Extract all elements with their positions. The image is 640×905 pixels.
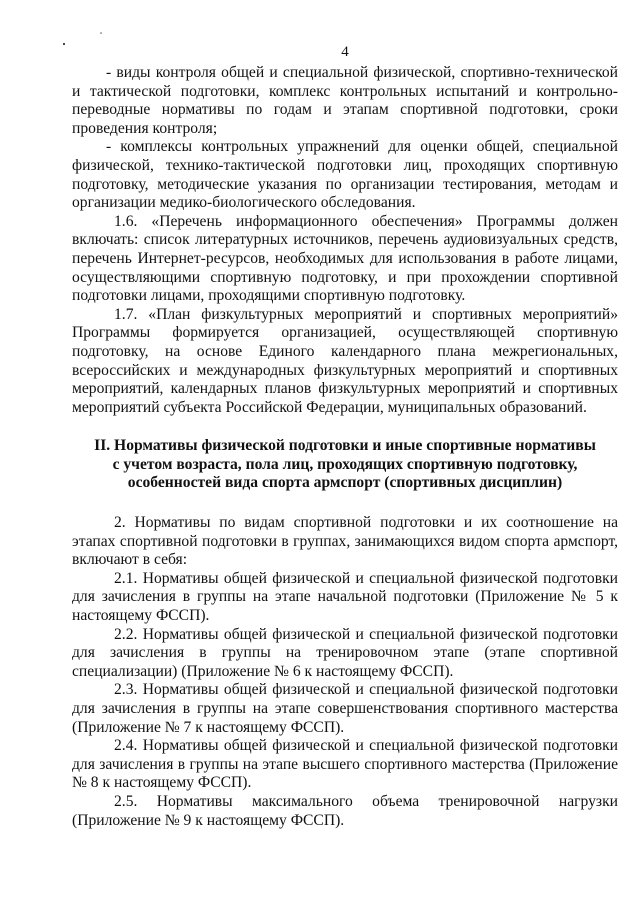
paragraph-2-2: 2.2. Нормативы общей физической и специальной физической подготовки для зачисления в группы на тренировочном этапе (этапе спортивной специализации) (Приложение № 6 к настоящему ФССП). (72, 625, 618, 680)
paragraph-2: 2. Нормативы по видам спортивной подготовки и их соотношение на этапах спортивной подготовки в группах, занимающихся видом спорта армспорт, включают в себя: (72, 514, 618, 569)
paragraph-control-types: - виды контроля общей и специальной физической, спортивно-технической и тактической подготовки, комплекс контрольных испытаний и контрольно-переводные нормативы по годам и этапам спортивной подготовки, сроки проведения контроля; (72, 64, 618, 137)
document-body (72, 64, 618, 830)
section-heading-line-2: с учетом возраста, пола лиц, проходящих спортивную подготовку, (112, 455, 578, 473)
paragraph-1-7: 1.7. «План физкультурных мероприятий и спортивных мероприятий» Программы формируется организацией, осуществляющей спортивную подготовку, на основе Единого календарного плана межрегиональных, всероссийских и международных физкультурных мероприятий и спортивных мероприятий, календарных планов физкультурных мероприятий и спортивных мероприятий субъекта Российской Федерации, муниципальных образований. (72, 305, 618, 416)
paragraph-control-exercises: - комплексы контрольных упражнений для оценки общей, специальной физической, технико-тактической подготовки лиц, проходящих спортивную подготовку, методические указания по организации тестирования, методам и организации медико-биологического обследования. (72, 138, 618, 212)
section-heading (72, 437, 618, 493)
page-number: 4 (341, 44, 349, 60)
paragraph-1-6: 1.6. «Перечень информационного обеспечения» Программы должен включать: список литературных источников, перечень аудиовизуальных средств, перечень Интернет-ресурсов, необходимых для использования в работе лицами, осуществляющими спортивную подготовку, и при прохождении спортивной подготовки лицами, проходящими спортивную подготовку. (72, 212, 618, 305)
paragraph-2-3: 2.3. Нормативы общей физической и специальной физической подготовки для зачисления в группы на этапе совершенствования спортивного мастерства (Приложение № 7 к настоящему ФССП). (72, 681, 618, 736)
paragraph-2-5: 2.5. Нормативы максимального объема тренировочной нагрузки (Приложение № 9 к настоящему ФССП). (72, 792, 618, 829)
paragraph-2-4: 2.4. Нормативы общей физической и специальной физической подготовки для зачисления в группы на этапе высшего спортивного мастерства (Приложение № 8 к настоящему ФССП). (72, 737, 618, 792)
section-heading-line-1: II. Нормативы физической подготовки и иные спортивные нормативы (94, 437, 596, 455)
paragraph-2-1: 2.1. Нормативы общей физической и специальной физической подготовки для зачисления в группы на этапе начальной подготовки (Приложение № 5 к настоящему ФССП). (72, 569, 618, 625)
section-heading-line-3: особенностей вида спорта армспорт (спортивных дисциплин) (127, 474, 563, 492)
